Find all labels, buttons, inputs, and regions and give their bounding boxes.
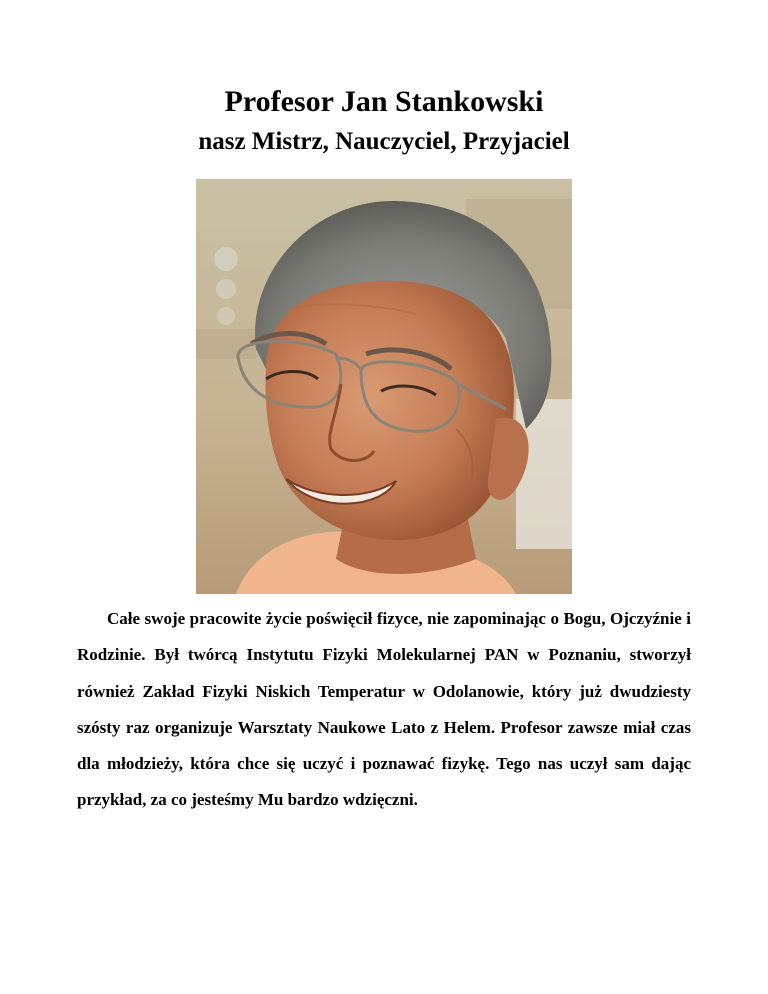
page-title: Profesor Jan Stankowski <box>224 85 544 118</box>
biography-paragraph: Całe swoje pracowite życie poświęcił fizyce, nie zapominając o Bogu, Ojczyźnie i Rodzinie. Był twórcą Instytutu Fizyki Molekularnej PAN w Poznaniu, stworzył również Zakład Fizyki Niskich Temperatur w Odolanowie, który już dwudziesty szósty raz organizuje Warsztaty Naukowe Lato z Helem. Profesor zawsze miał czas dla młodzieży, która chce się uczyć i poznawać fizykę. Tego nas uczył sam dając przykład, za co jesteśmy Mu bardzo wdzięczni. <box>77 609 691 810</box>
portrait-photo <box>196 179 572 594</box>
page-subtitle: nasz Mistrz, Nauczyciel, Przyjaciel <box>198 128 570 155</box>
